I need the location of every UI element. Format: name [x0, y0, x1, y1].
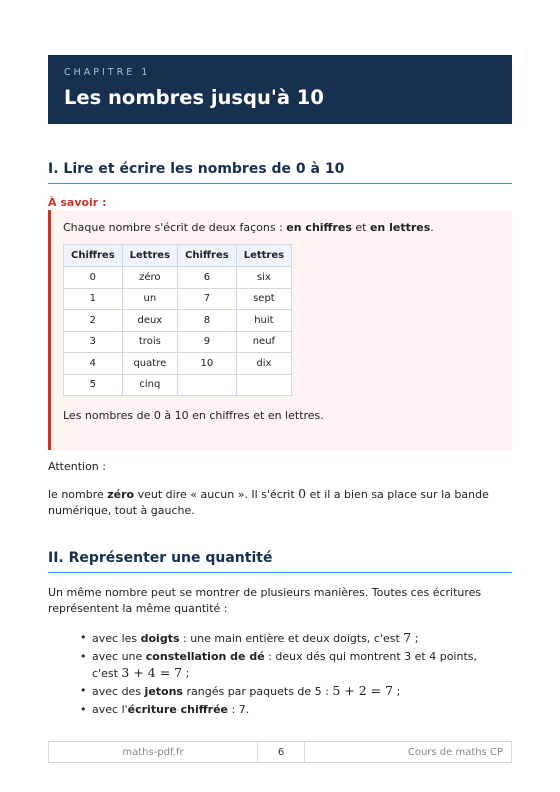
- item-math: 7: [403, 630, 412, 645]
- table-cell: [178, 374, 237, 396]
- section-heading-2: II. Représenter une quantité: [48, 550, 512, 573]
- intro-text: .: [430, 221, 434, 234]
- table-cell: neuf: [236, 331, 291, 353]
- table-row: [64, 331, 292, 353]
- table-cell: quatre: [122, 353, 177, 375]
- footer-site: maths-pdf.fr: [49, 742, 258, 762]
- table-header-row: [64, 245, 292, 267]
- table-cell: 10: [178, 353, 237, 375]
- page-footer: [48, 741, 512, 763]
- item-bold: jetons: [144, 685, 183, 698]
- item-math: 3 + 4 = 7: [121, 664, 183, 680]
- table-cell: 9: [178, 331, 237, 353]
- item-text: : deux dés qui montrent 3 et 4 points, c'est: [92, 649, 477, 680]
- savoir-intro: [63, 220, 500, 236]
- table-header: Chiffres: [178, 245, 237, 267]
- table-cell: 0: [64, 267, 123, 289]
- table-cell: zéro: [122, 267, 177, 289]
- table-cell: 6: [178, 267, 237, 289]
- item-math: 5 + 2 = 7: [332, 683, 394, 698]
- list-item: [80, 630, 500, 647]
- item-text: avec une: [92, 649, 146, 663]
- item-text: : 7.: [228, 702, 250, 716]
- footer-page-number: 6: [258, 742, 305, 762]
- table-cell: 7: [178, 288, 237, 310]
- table-cell: 5: [64, 374, 123, 396]
- table-row: [64, 353, 292, 375]
- numbers-table: [63, 244, 292, 396]
- table-row: [64, 310, 292, 332]
- attention-text: [48, 486, 512, 519]
- table-cell: trois: [122, 331, 177, 353]
- item-bold: écriture chiffrée: [127, 702, 229, 716]
- table-header: Lettres: [122, 245, 177, 267]
- table-cell: un: [122, 288, 177, 310]
- list-item: [80, 683, 500, 700]
- table-cell: 3: [64, 331, 123, 353]
- item-bold: doigts: [140, 632, 180, 645]
- intro-text: et: [351, 221, 370, 234]
- representation-list: [80, 630, 500, 719]
- intro-bold-chiffres: en chiffres: [286, 221, 352, 234]
- table-row: [64, 374, 292, 396]
- section-heading-1: I. Lire et écrire les nombres de 0 à 10: [48, 161, 512, 184]
- item-text: avec l': [92, 702, 128, 716]
- table-header: Lettres: [236, 245, 291, 267]
- attention-part: et il a bien sa place sur la bande numérique, tout à gauche.: [48, 488, 489, 517]
- table-cell: deux: [122, 310, 177, 332]
- chapter-title: Les nombres jusqu'à 10: [64, 86, 324, 109]
- item-text: ;: [393, 685, 401, 698]
- attention-part: le nombre: [48, 488, 108, 501]
- item-text: : une main entière et deux doigts, c'est: [179, 632, 404, 645]
- attention-bold: zéro: [107, 488, 135, 501]
- math-zero: 0: [298, 486, 307, 501]
- attention-label: Attention :: [48, 460, 106, 473]
- table-cell: sept: [236, 288, 291, 310]
- attention-part: veut dire « aucun ». Il s'écrit: [134, 488, 299, 501]
- chapter-header: [48, 55, 512, 124]
- table-header: Chiffres: [64, 245, 123, 267]
- list-item: [80, 649, 500, 682]
- item-text: rangés par paquets de 5 :: [182, 685, 333, 698]
- savoir-box: [48, 210, 512, 450]
- item-text: ;: [182, 666, 190, 680]
- table-cell: 8: [178, 310, 237, 332]
- section2-intro: Un même nombre peut se montrer de plusieurs manières. Toutes ces écritures représentent la même quantité :: [48, 586, 482, 615]
- table-cell: 2: [64, 310, 123, 332]
- item-text: avec les: [92, 632, 141, 645]
- list-item: [80, 702, 500, 718]
- table-row: [64, 267, 292, 289]
- table-caption: Les nombres de 0 à 10 en chiffres et en lettres.: [63, 409, 324, 422]
- item-text: ;: [411, 632, 419, 645]
- savoir-label: À savoir :: [48, 196, 107, 209]
- chapter-label: CHAPITRE 1: [64, 67, 151, 78]
- table-cell: huit: [236, 310, 291, 332]
- table-cell: 1: [64, 288, 123, 310]
- table-cell: dix: [236, 353, 291, 375]
- table-row: [64, 288, 292, 310]
- table-cell: cinq: [122, 374, 177, 396]
- item-bold: constellation de dé: [145, 649, 265, 663]
- item-text: avec des: [92, 685, 145, 698]
- intro-bold-lettres: en lettres: [369, 221, 431, 234]
- table-cell: 4: [64, 353, 123, 375]
- table-cell: six: [236, 267, 291, 289]
- footer-course: Cours de maths CP: [407, 746, 503, 758]
- table-cell: [236, 374, 291, 396]
- intro-text: Chaque nombre s'écrit de deux façons :: [63, 221, 287, 234]
